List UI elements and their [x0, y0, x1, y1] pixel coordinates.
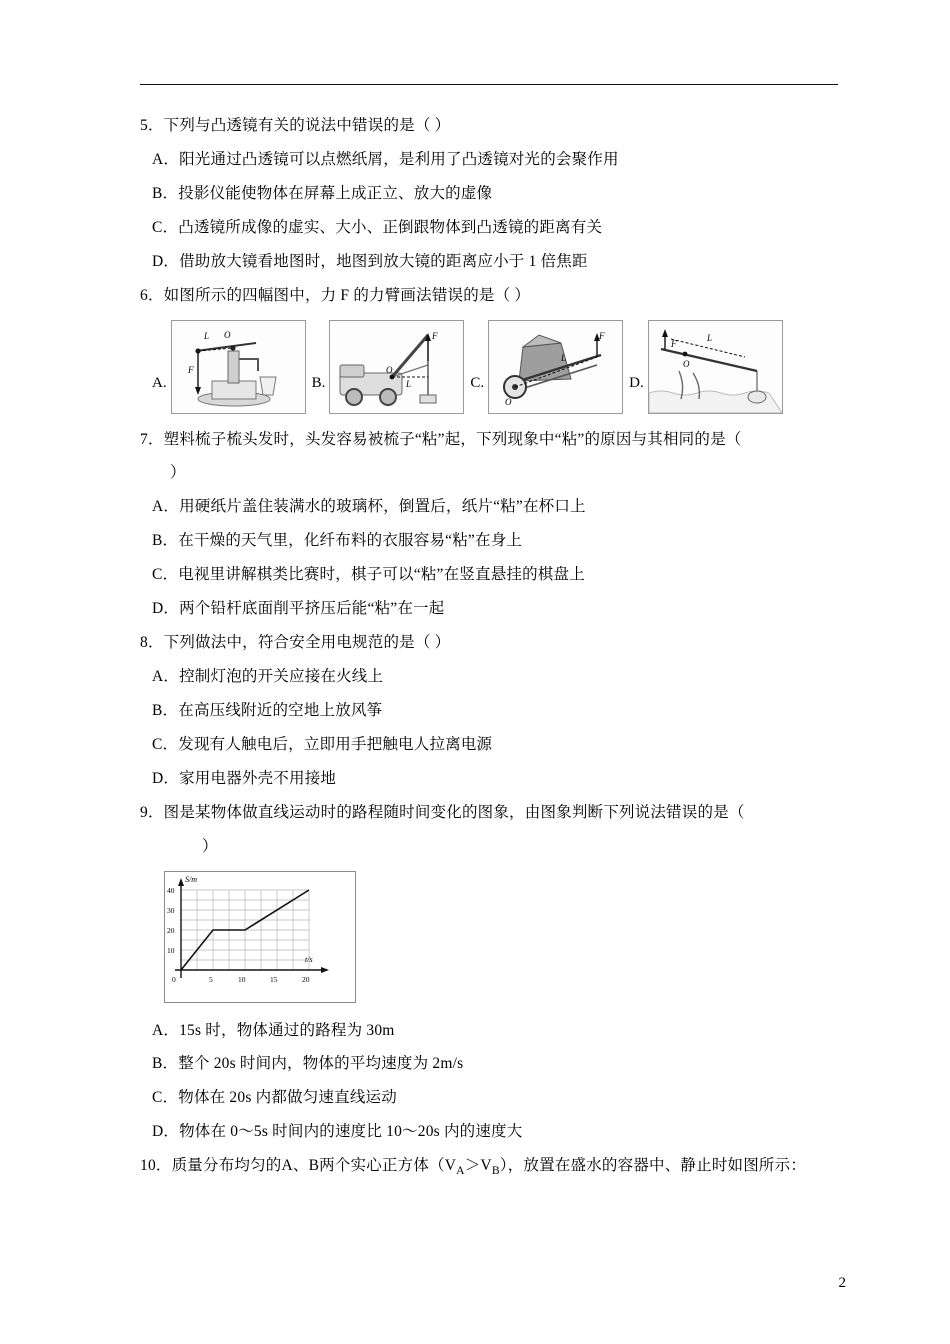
svg-text:t/s: t/s	[305, 954, 313, 964]
question-10-stem-mid: ＞V	[464, 1157, 492, 1175]
svg-text:L: L	[561, 352, 567, 363]
question-8-option-b: B．在高压线附近的空地上放风筝	[152, 701, 383, 719]
question-8-option-d: D．家用电器外壳不用接地	[152, 769, 337, 787]
svg-text:O: O	[386, 364, 393, 375]
question-9-stem: 9．图是某物体做直线运动时的路程随时间变化的图象，由图象判断下列说法错误的是（	[140, 803, 745, 821]
svg-text:F: F	[670, 338, 677, 349]
figure-c-label: C.	[470, 375, 485, 392]
svg-text:40: 40	[167, 885, 175, 895]
question-5-option-a: A．阳光通过凸透镜可以点燃纸屑，是利用了凸透镜对光的会聚作用	[152, 150, 619, 168]
question-7-stem: 7．塑料梳子梳头发时，头发容易被梳子“粘”起，下列现象中“粘”的原因与其相同的是（	[140, 430, 742, 448]
svg-text:O: O	[682, 358, 690, 369]
page-content	[140, 116, 850, 1192]
svg-text:O: O	[223, 329, 231, 340]
svg-text:15: 15	[270, 974, 278, 984]
header-rule	[140, 84, 838, 85]
figure-d-group	[629, 320, 783, 414]
svg-text:L: L	[706, 332, 712, 343]
question-9-stem-cont: ）	[202, 837, 218, 855]
distance-time-graph	[164, 871, 356, 1003]
svg-text:S/m: S/m	[185, 874, 197, 884]
question-10-stem-part1: 10．质量分布均匀的A、B两个实心正方体（V	[140, 1157, 457, 1175]
question-7-option-b: B．在干燥的天气里，化纤布料的衣服容易“粘”在身上	[152, 532, 523, 550]
svg-text:O: O	[505, 396, 512, 407]
question-5-option-d: D．借助放大镜看地图时，地图到放大镜的距离应小于 1 倍焦距	[152, 252, 588, 270]
figure-a-group	[152, 320, 306, 414]
svg-text:10: 10	[238, 974, 246, 984]
svg-text:F: F	[599, 330, 605, 341]
question-5-option-c: C．凸透镜所成像的虚实、大小、正倒跟物体到凸透镜的距离有关	[152, 218, 603, 236]
question-7-option-c: C．电视里讲解棋类比赛时，棋子可以“粘”在竖直悬挂的棋盘上	[152, 566, 585, 584]
question-10-sub-b: B	[491, 1164, 500, 1178]
question-8-stem: 8．下列做法中，符合安全用电规范的是（ ）	[140, 634, 451, 652]
question-8-option-a: A．控制灯泡的开关应接在火线上	[152, 667, 384, 685]
figure-b-group	[312, 320, 465, 414]
svg-text:10: 10	[167, 945, 175, 955]
question-7-option-a: A．用硬纸片盖住装满水的玻璃杯，倒置后，纸片“粘”在杯口上	[152, 498, 586, 516]
svg-text:L: L	[203, 330, 209, 341]
question-6-figures	[140, 320, 850, 414]
svg-text:F: F	[187, 364, 194, 375]
svg-text:F: F	[432, 330, 438, 341]
question-7-option-d: D．两个铅杆底面削平挤压后能“粘”在一起	[152, 600, 445, 618]
question-9-figure	[140, 871, 850, 1003]
question-9-option-d: D．物体在 0～5s 时间内的速度比 10～20s 内的速度大	[152, 1123, 523, 1141]
crane-truck-figure	[329, 320, 464, 414]
lever-pump-figure	[171, 320, 306, 414]
svg-text:0: 0	[172, 974, 176, 984]
question-5-option-b: B．投影仪能使物体在屏幕上成正立、放大的虚像	[152, 184, 493, 202]
question-10-stem	[140, 1156, 850, 1179]
figure-d-label: D.	[629, 375, 644, 392]
svg-text:30: 30	[167, 905, 175, 915]
question-10-sub-a: A	[456, 1164, 465, 1178]
question-9-option-b: B．整个 20s 时间内，物体的平均速度为 2m/s	[152, 1055, 464, 1073]
figure-b-label: B.	[311, 375, 326, 392]
figure-c-group	[470, 320, 623, 414]
page-number: 2	[838, 1275, 846, 1291]
svg-text:20: 20	[167, 925, 175, 935]
question-10-stem-end: ），放置在盛水的容器中、静止时如图所示：	[499, 1157, 807, 1175]
wheelbarrow-figure	[488, 320, 623, 414]
question-9-option-c: C．物体在 20s 内都做匀速直线运动	[152, 1089, 397, 1107]
svg-text:5: 5	[209, 974, 213, 984]
question-6-stem: 6．如图所示的四幅图中，力 F 的力臂画法错误的是（ ）	[140, 286, 531, 304]
question-8-option-c: C．发现有人触电后，立即用手把触电人拉离电源	[152, 735, 493, 753]
question-7-stem-cont: ）	[170, 464, 186, 482]
svg-text:20: 20	[302, 974, 310, 984]
question-5-stem: 5．下列与凸透镜有关的说法中错误的是（ ）	[140, 117, 451, 134]
question-9-option-a: A．15s 时，物体通过的路程为 30m	[152, 1021, 395, 1039]
fishing-rod-figure	[648, 320, 783, 414]
figure-a-label: A.	[152, 375, 167, 392]
svg-text:L: L	[406, 378, 412, 389]
